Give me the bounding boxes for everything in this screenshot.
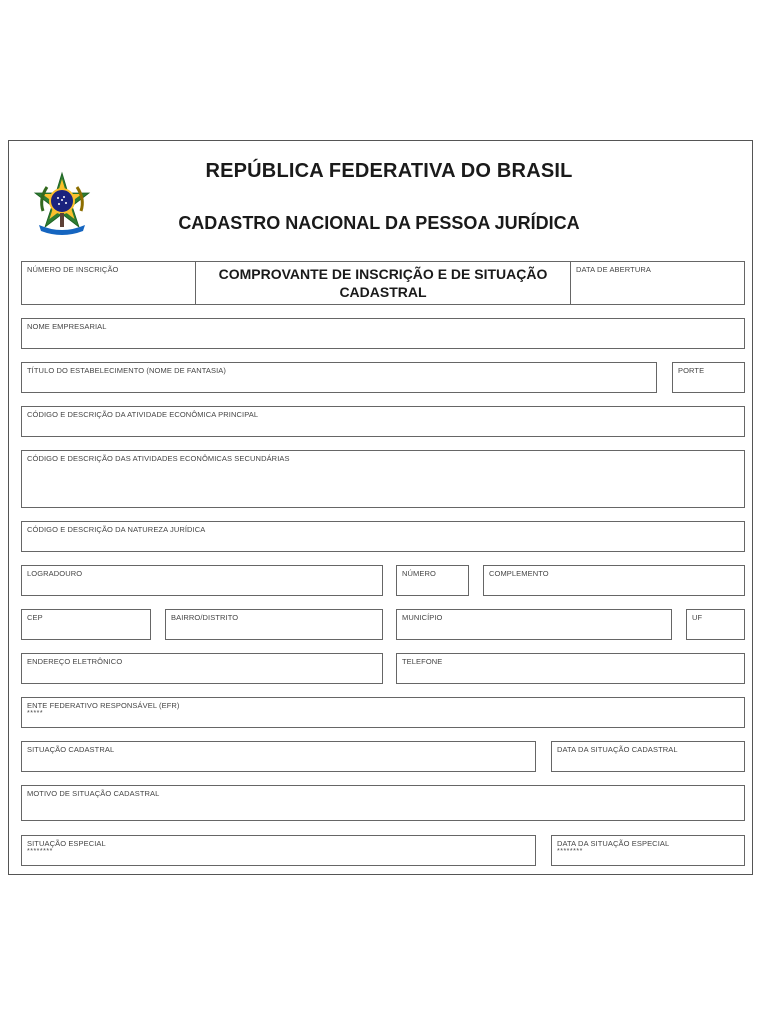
field-label: UF <box>692 613 703 622</box>
field-uf[interactable] <box>686 609 745 640</box>
field-value: ******** <box>557 848 583 855</box>
cnpj-form <box>8 140 753 875</box>
field-label: PORTE <box>678 366 705 375</box>
field-cep[interactable] <box>21 609 151 640</box>
field-value: ******** <box>27 848 53 855</box>
field-natureza-juridica[interactable] <box>21 521 745 552</box>
republic-title: REPÚBLICA FEDERATIVA DO BRASIL <box>205 160 573 182</box>
field-numero-inscricao[interactable] <box>21 261 196 305</box>
field-endereco-eletronico[interactable] <box>21 653 383 684</box>
document-title-line2: CADASTRAL <box>339 284 427 300</box>
field-label: DATA DE ABERTURA <box>576 265 651 274</box>
field-label: CÓDIGO E DESCRIÇÃO DAS ATIVIDADES ECONÔMICAS SECUNDÁRIAS <box>27 454 290 463</box>
field-label: CÓDIGO E DESCRIÇÃO DA NATUREZA JURÍDICA <box>27 525 206 534</box>
field-ente-federativo[interactable] <box>21 697 745 728</box>
field-motivo-situacao[interactable] <box>21 785 745 821</box>
field-data-situacao-especial[interactable] <box>551 835 745 866</box>
field-situacao-especial[interactable] <box>21 835 536 866</box>
field-numero[interactable] <box>396 565 469 596</box>
field-label: MUNICÍPIO <box>402 613 443 622</box>
field-label: LOGRADOURO <box>27 569 83 578</box>
field-atividade-principal[interactable] <box>21 406 745 437</box>
field-label: ENTE FEDERATIVO RESPONSÁVEL (EFR) <box>27 701 180 710</box>
registry-title: CADASTRO NACIONAL DA PESSOA JURÍDICA <box>178 213 580 233</box>
coat-of-arms-icon <box>29 171 95 237</box>
field-data-situacao-cadastral[interactable] <box>551 741 745 772</box>
field-label: NÚMERO DE INSCRIÇÃO <box>27 265 119 274</box>
field-porte[interactable] <box>672 362 745 393</box>
field-label: DATA DA SITUAÇÃO ESPECIAL <box>557 839 670 848</box>
field-label: SITUAÇÃO ESPECIAL <box>27 839 106 848</box>
field-situacao-cadastral[interactable] <box>21 741 536 772</box>
field-municipio[interactable] <box>396 609 672 640</box>
field-logradouro[interactable] <box>21 565 383 596</box>
field-label: SITUAÇÃO CADASTRAL <box>27 745 115 754</box>
field-data-abertura[interactable] <box>570 261 745 305</box>
field-value: ***** <box>27 710 44 717</box>
field-bairro[interactable] <box>165 609 383 640</box>
field-label: TÍTULO DO ESTABELECIMENTO (NOME DE FANTASIA) <box>27 366 227 375</box>
field-label: CEP <box>27 613 43 622</box>
field-label: COMPLEMENTO <box>489 569 549 578</box>
field-label: NÚMERO <box>402 569 436 578</box>
field-telefone[interactable] <box>396 653 745 684</box>
field-label: ENDEREÇO ELETRÔNICO <box>27 657 123 666</box>
field-nome-empresarial[interactable] <box>21 318 745 349</box>
field-titulo-estabelecimento[interactable] <box>21 362 657 393</box>
field-label: CÓDIGO E DESCRIÇÃO DA ATIVIDADE ECONÔMICA PRINCIPAL <box>27 410 259 419</box>
document-title <box>196 265 570 301</box>
document-title-line1: COMPROVANTE DE INSCRIÇÃO E DE SITUAÇÃO <box>218 266 548 282</box>
document-title-box <box>195 261 571 305</box>
field-label: NOME EMPRESARIAL <box>27 322 107 331</box>
field-label: BAIRRO/DISTRITO <box>171 613 239 622</box>
field-atividades-secundarias[interactable] <box>21 450 745 508</box>
field-label: MOTIVO DE SITUAÇÃO CADASTRAL <box>27 789 160 798</box>
field-label: DATA DA SITUAÇÃO CADASTRAL <box>557 745 678 754</box>
field-label: TELEFONE <box>402 657 443 666</box>
field-complemento[interactable] <box>483 565 745 596</box>
